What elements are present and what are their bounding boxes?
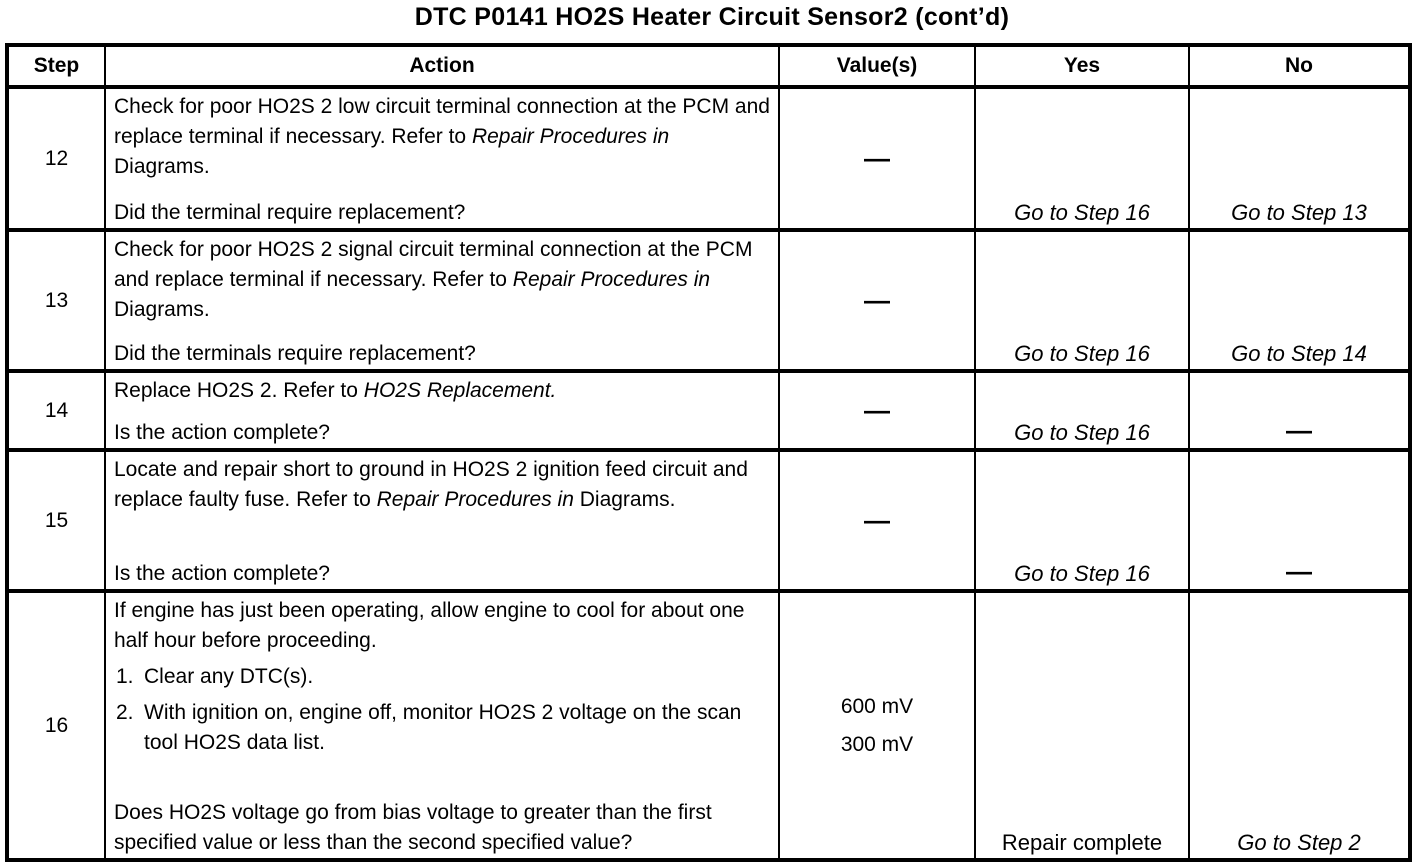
list-number: 1.	[116, 665, 134, 688]
table-row	[7, 230, 1410, 371]
list-text: Clear any DTC(s).	[144, 665, 314, 688]
header-action: Action	[105, 45, 779, 87]
no-cell: Go to Step 2	[1189, 591, 1410, 860]
value-cell	[779, 230, 975, 371]
yes-cell: Go to Step 16	[975, 371, 1189, 450]
action-question: Does HO2S voltage go from bias voltage to greater than the first specified value or less than the second specified value?	[114, 801, 712, 854]
action-text-tail: Diagrams.	[114, 155, 210, 178]
header-yes: Yes	[975, 45, 1189, 87]
value-dash: —	[864, 395, 890, 425]
yes-cell: Go to Step 16	[975, 450, 1189, 591]
header-step: Step	[7, 45, 105, 87]
table-row	[7, 450, 1410, 591]
no-cell: Go to Step 13	[1189, 87, 1410, 230]
action-text-tail: Diagrams.	[573, 488, 676, 511]
value-high: 600 mV	[840, 694, 914, 718]
step-number: 15	[7, 450, 105, 591]
action-text: Locate and repair short to ground in HO2S 2 ignition feed circuit and replace faulty fuse. Refer to	[114, 458, 748, 511]
value-cell	[779, 450, 975, 591]
action-question: Did the terminal require replacement?	[114, 201, 466, 224]
action-reference: Repair Procedures in	[512, 268, 711, 291]
step-number: 16	[7, 591, 105, 860]
list-item	[114, 698, 770, 758]
list-item	[114, 662, 770, 692]
header-no: No	[1189, 45, 1410, 87]
list-text: With ignition on, engine off, monitor HO2S 2 voltage on the scan tool HO2S data list.	[144, 701, 742, 754]
list-number: 2.	[116, 701, 134, 724]
header-value: Value(s)	[779, 45, 975, 87]
value-cell	[779, 591, 975, 860]
yes-cell: Repair complete	[975, 591, 1189, 860]
action-cell	[105, 371, 779, 450]
no-cell	[1189, 371, 1410, 450]
action-cell	[105, 591, 779, 860]
no-dash: —	[1286, 556, 1312, 586]
step-number: 12	[7, 87, 105, 230]
value-dash: —	[864, 285, 890, 315]
action-reference: Repair Procedures in	[471, 125, 670, 148]
value-cell	[779, 87, 975, 230]
action-cell	[105, 87, 779, 230]
table-header-row	[7, 45, 1410, 87]
action-text: If engine has just been operating, allow engine to cool for about one half hour before proceeding.	[114, 599, 745, 652]
action-question: Did the terminals require replacement?	[114, 342, 476, 365]
action-reference: Repair Procedures in	[376, 488, 574, 511]
no-cell: Go to Step 14	[1189, 230, 1410, 371]
step-number: 14	[7, 371, 105, 450]
value-cell	[779, 371, 975, 450]
action-cell	[105, 230, 779, 371]
action-text-tail: Diagrams.	[114, 298, 210, 321]
yes-cell: Go to Step 16	[975, 87, 1189, 230]
table-row	[7, 371, 1410, 450]
step-number: 13	[7, 230, 105, 371]
value-low: 300 mV	[840, 732, 914, 756]
table-row	[7, 591, 1410, 860]
table-row	[7, 87, 1410, 230]
action-text: Check for poor HO2S 2 low circuit terminal connection at the PCM and replace terminal if necessary. Refer to	[114, 95, 770, 148]
no-dash: —	[1286, 415, 1312, 445]
yes-cell: Go to Step 16	[975, 230, 1189, 371]
page-title: DTC P0141 HO2S Heater Circuit Sensor2 (cont’d)	[414, 3, 1010, 31]
action-cell	[105, 450, 779, 591]
action-question: Is the action complete?	[114, 562, 330, 585]
action-text: Replace HO2S 2. Refer to	[114, 379, 364, 402]
no-cell	[1189, 450, 1410, 591]
action-text: Check for poor HO2S 2 signal circuit terminal connection at the PCM and replace terminal if necessary. Refer to	[114, 238, 753, 291]
action-question: Is the action complete?	[114, 421, 330, 444]
value-dash: —	[864, 505, 890, 535]
value-dash: —	[864, 143, 890, 173]
diagnostic-table	[5, 43, 1412, 862]
action-reference: HO2S Replacement.	[363, 379, 557, 402]
